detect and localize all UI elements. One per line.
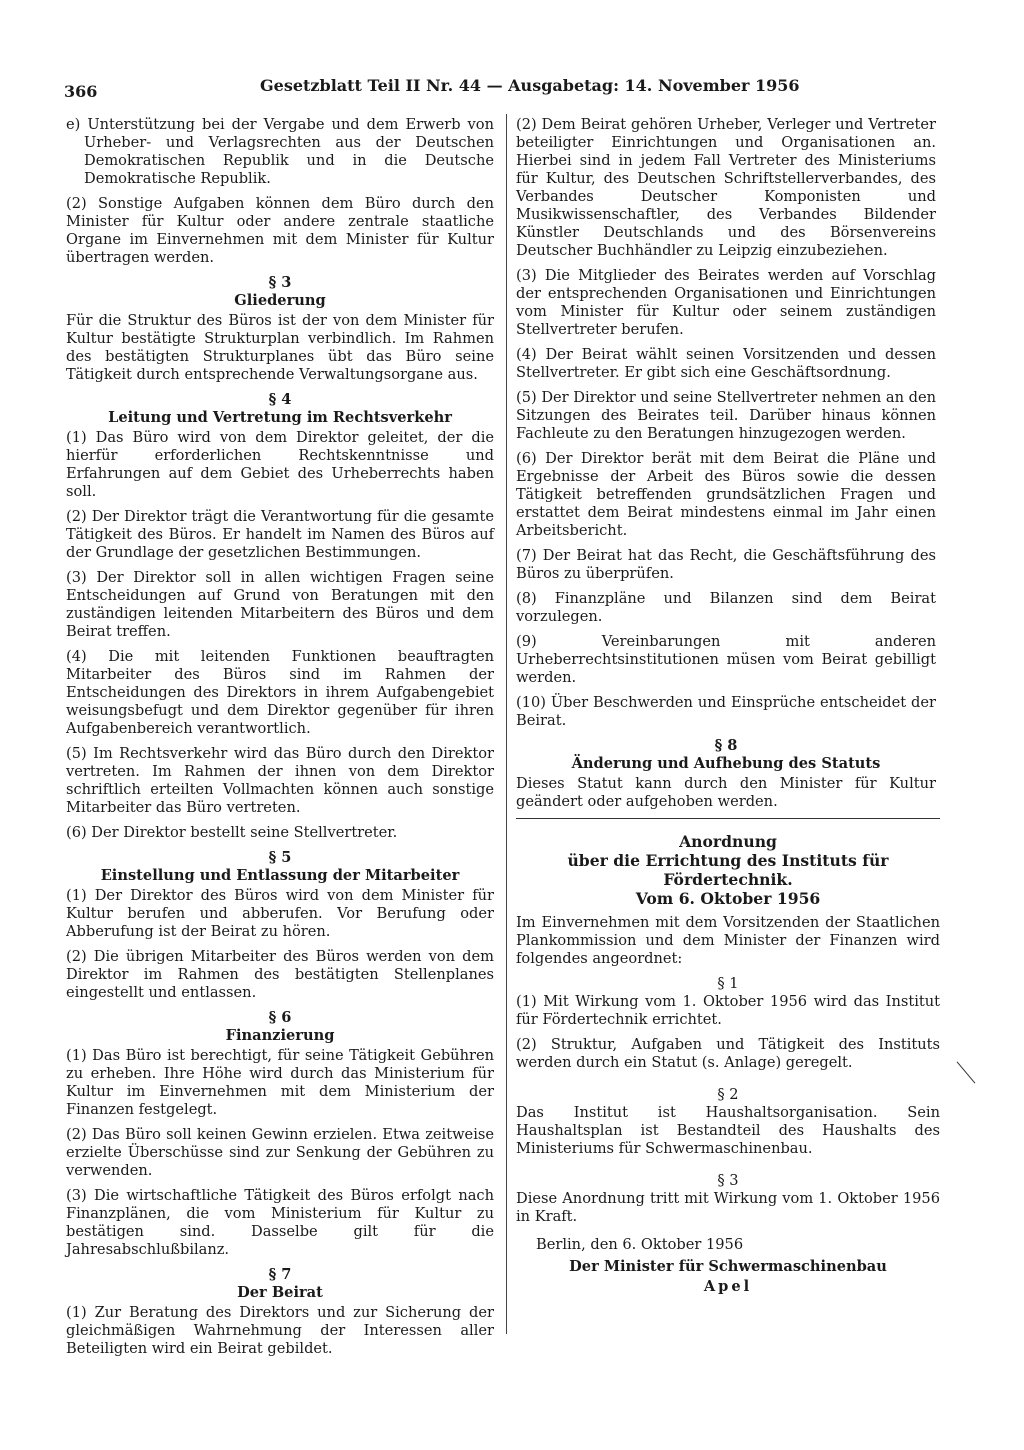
signatory-name: Apel: [703, 1278, 753, 1295]
signatory-title: Der Minister für Schwermaschinenbau: [569, 1258, 887, 1275]
paragraph: (7) Der Beirat hat das Recht, die Geschäftsführung des Büros zu überprüfen.: [516, 547, 936, 582]
paragraph: (2) Dem Beirat gehören Urheber, Verleger und Vertreter beteiligter Einrichtungen und Organisationen an. Hierbei sind in jedem Fall Vertreter des Ministeriums für Kultur, des Deutschen Schriftstellerverbandes, des Verbandes Deutscher Komponisten und Musikwissenschaftler, des Verbandes Bildender Künstler Deutschlands und des Börsenvereins Deutscher Buchhändler zu Leipzig einzubeziehen.: [516, 116, 936, 259]
section-sign: § 4: [268, 391, 292, 408]
paragraph: (2) Das Büro soll keinen Gewinn erzielen. Etwa zeitweise erzielte Überschüsse sind zur Senkung der Gebühren zu verwenden.: [66, 1126, 494, 1179]
section-divider: [516, 818, 940, 819]
ordinance-date: Vom 6. Oktober 1956: [635, 889, 821, 908]
paragraph: (1) Das Büro wird von dem Direktor geleitet, der die hierfür erforderlichen Rechtskenntnisse und Erfahrungen auf dem Gebiet des Urheberrechts haben soll.: [66, 429, 494, 500]
paragraph: Für die Struktur des Büros ist der von dem Minister für Kultur bestätigte Strukturplan verbindlich. Im Rahmen des bestätigten Strukturplanes übt das Büro seine Tätigkeit durch entsprechende Verwaltungsorgane aus.: [66, 312, 494, 383]
paragraph: (2) Der Direktor trägt die Verantwortung für die gesamte Tätigkeit des Büros. Er handelt im Namen des Büros auf der Grundlage der gesetzlichen Bestimmungen.: [66, 508, 494, 561]
section-sign: § 7: [268, 1266, 292, 1283]
paragraph: (5) Im Rechtsverkehr wird das Büro durch den Direktor vertreten. Im Rahmen der ihnen von dem Direktor schriftlich erteilten Vollmachten können auch sonstige Mitarbeiter das Büro vertreten.: [66, 745, 494, 816]
ordinance-preamble: Im Einvernehmen mit dem Vorsitzenden der Staatlichen Plankommission und dem Minister der Finanzen wird folgendes angeordnet:: [516, 914, 940, 967]
section-title: Der Beirat: [237, 1284, 323, 1301]
section-sign: § 6: [268, 1009, 292, 1026]
section-sign: § 2: [717, 1086, 739, 1103]
paragraph: Dieses Statut kann durch den Minister für Kultur geändert oder aufgehoben werden.: [516, 775, 936, 810]
page-number: 366: [64, 82, 98, 101]
scan-mark: [957, 1061, 976, 1083]
right-column: [516, 116, 936, 818]
paragraph: (8) Finanzpläne und Bilanzen sind dem Beirat vorzulegen.: [516, 590, 936, 625]
paragraph: (10) Über Beschwerden und Einsprüche entscheidet der Beirat.: [516, 694, 936, 729]
section-sign: § 1: [717, 975, 739, 992]
paragraph: (4) Der Beirat wählt seinen Vorsitzenden und dessen Stellvertreter. Er gibt sich eine Geschäftsordnung.: [516, 346, 936, 381]
paragraph: (2) Die übrigen Mitarbeiter des Büros werden von dem Direktor im Rahmen des bestätigten Stellenplanes eingestellt und entlassen.: [66, 948, 494, 1001]
section-title: Finanzierung: [225, 1027, 335, 1044]
paragraph: (2) Struktur, Aufgaben und Tätigkeit des Instituts werden durch ein Statut (s. Anlage) geregelt.: [516, 1036, 940, 1071]
ordinance-block: [516, 832, 940, 1296]
paragraph: (1) Zur Beratung des Direktors und zur Sicherung der gleichmäßigen Wahrnehmung der Interessen aller Beteiligten wird ein Beirat gebildet.: [66, 1304, 494, 1357]
paragraph: Diese Anordnung tritt mit Wirkung vom 1. Oktober 1956 in Kraft.: [516, 1190, 940, 1225]
paragraph: (9) Vereinbarungen mit anderen Urheberrechtsinstitutionen müsen vom Beirat gebilligt werden.: [516, 633, 936, 686]
paragraph: (3) Der Direktor soll in allen wichtigen Fragen seine Entscheidungen auf Grund von Beratungen mit den zuständigen leitenden Mitarbeitern des Büros und dem Beirat treffen.: [66, 569, 494, 640]
section-sign: § 3: [717, 1172, 739, 1189]
section-sign: § 3: [268, 274, 292, 291]
section-sign: § 8: [714, 737, 738, 754]
paragraph: (2) Sonstige Aufgaben können dem Büro durch den Minister für Kultur oder andere zentrale staatliche Organe im Einvernehmen mit dem Minister für Kultur übertragen werden.: [66, 195, 494, 266]
left-column: [66, 116, 494, 1365]
paragraph: Das Institut ist Haushaltsorganisation. Sein Haushaltsplan ist Bestandteil des Haushalts des Ministeriums für Schwermaschinenbau.: [516, 1104, 940, 1157]
paragraph: (6) Der Direktor berät mit dem Beirat die Pläne und Ergebnisse der Arbeit des Büros sowie die dessen Tätigkeit betreffenden grundsätzlichen Fragen und erstattet dem Beirat mindestens einmal im Jahr einen Arbeitsbericht.: [516, 450, 936, 539]
column-divider: [506, 114, 507, 1334]
paragraph: (6) Der Direktor bestellt seine Stellvertreter.: [66, 824, 398, 841]
section-title: Änderung und Aufhebung des Statuts: [571, 755, 881, 772]
paragraph: (5) Der Direktor und seine Stellvertreter nehmen an den Sitzungen des Beirates teil. Darüber hinaus können Fachleute zu den Beratungen hinzugezogen werden.: [516, 389, 936, 442]
section-title: Gliederung: [234, 292, 326, 309]
paragraph: (3) Die Mitglieder des Beirates werden auf Vorschlag der entsprechenden Organisationen und Einrichtungen vom Minister für Kultur oder seinem zuständigen Stellvertreter berufen.: [516, 267, 936, 338]
section-title: Leitung und Vertretung im Rechtsverkehr: [108, 409, 452, 426]
paragraph: (1) Das Büro ist berechtigt, für seine Tätigkeit Gebühren zu erheben. Ihre Höhe wird durch das Ministerium für Kultur im Einvernehmen mit dem Ministerium der Finanzen festgelegt.: [66, 1047, 494, 1118]
running-header: Gesetzblatt Teil II Nr. 44 — Ausgabetag: 14. November 1956: [260, 76, 800, 95]
paragraph-item-e: e) Unterstützung bei der Vergabe und dem Erwerb von Urheber- und Verlagsrechten aus der Deutschen Demokratischen Republik und in die Deutsche Demokratische Republik.: [66, 116, 494, 187]
section-sign: § 5: [268, 849, 292, 866]
place-date: Berlin, den 6. Oktober 1956: [536, 1236, 744, 1253]
section-title: Einstellung und Entlassung der Mitarbeiter: [100, 867, 460, 884]
ordinance-subtitle: über die Errichtung des Instituts für Fördertechnik.: [567, 851, 889, 889]
paragraph: (3) Die wirtschaftliche Tätigkeit des Büros erfolgt nach Finanzplänen, die vom Ministerium für Kultur zu bestätigen sind. Dasselbe gilt für die Jahresabschlußbilanz.: [66, 1187, 494, 1258]
paragraph: (1) Der Direktor des Büros wird von dem Minister für Kultur berufen und abberufen. Vor Berufung oder Abberufung ist der Beirat zu hören.: [66, 887, 494, 940]
paragraph: (1) Mit Wirkung vom 1. Oktober 1956 wird das Institut für Fördertechnik errichtet.: [516, 993, 940, 1028]
paragraph: (4) Die mit leitenden Funktionen beauftragten Mitarbeiter des Büros sind im Rahmen der Entscheidungen des Direktors in ihrem Aufgabengebiet weisungsbefugt und dem Direktor gegenüber für ihren Aufgabenbereich verantwortlich.: [66, 648, 494, 737]
ordinance-title: Anordnung: [679, 832, 777, 851]
